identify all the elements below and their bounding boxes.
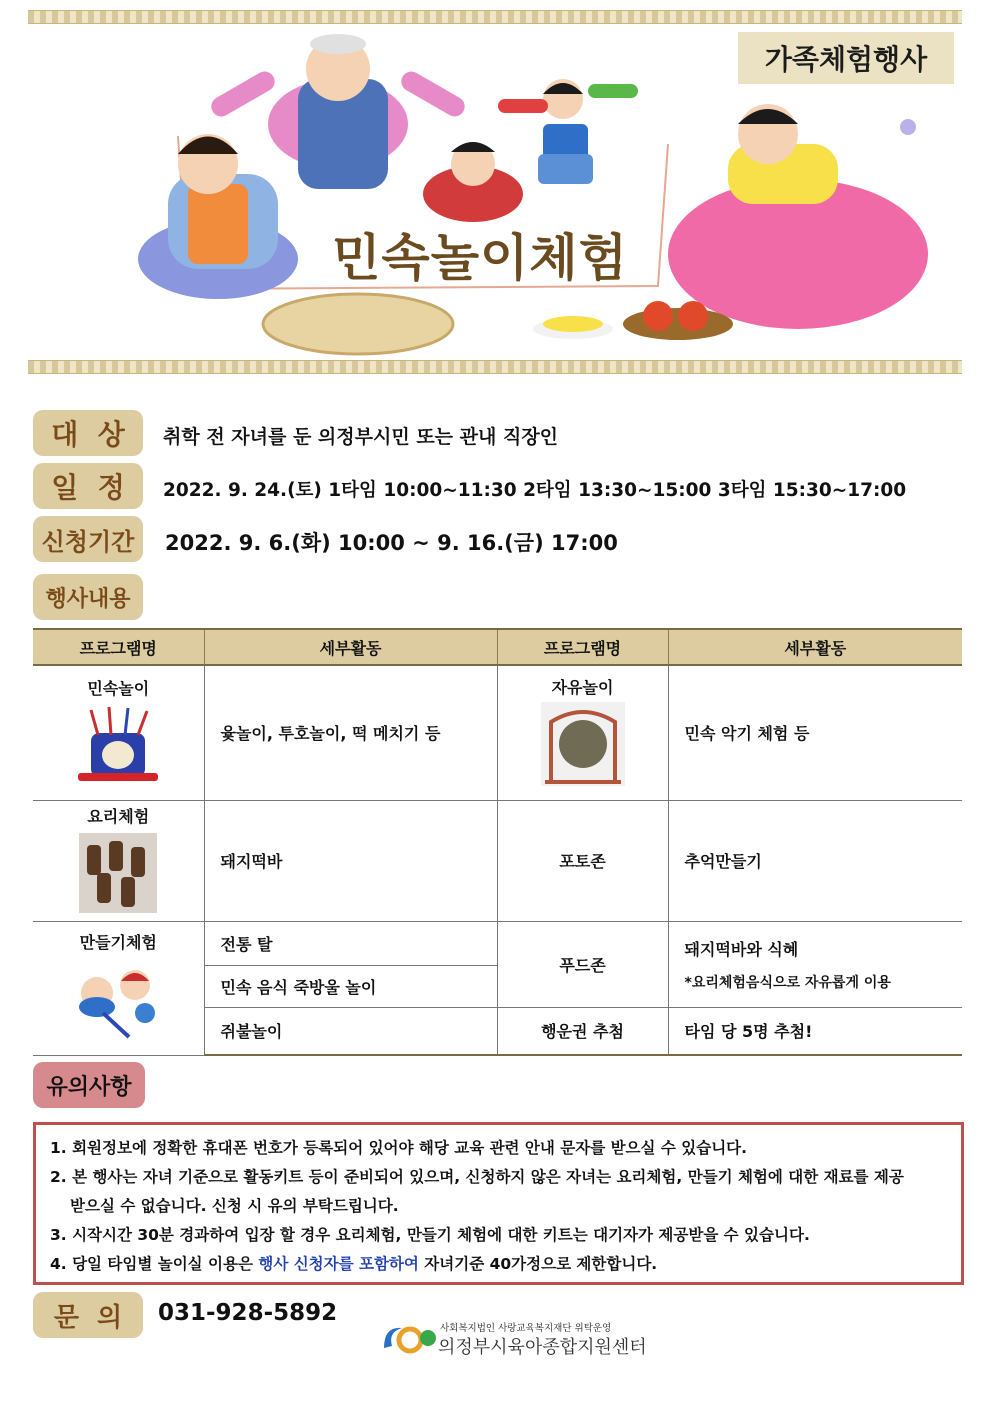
detail-lucky-draw: 타임 당 5명 추첨! (668, 1007, 962, 1055)
header-detail: 세부활동 (668, 629, 962, 665)
detail-folk-games: 윷놀이, 투호놀이, 떡 메치기 등 (204, 665, 497, 800)
schedule-label: 일 정 (33, 463, 143, 509)
target-value: 취학 전 자녀를 둔 의정부시민 또는 관내 직장인 (163, 426, 559, 448)
tuho-game-image (73, 705, 163, 785)
header-detail: 세부활동 (204, 629, 497, 665)
note-item-1: 1. 회원정보에 정확한 휴대폰 번호가 등록되어 있어야 해당 교육 관련 안내 문자를 받으실 수 있습니다. (50, 1139, 748, 1157)
program-name: 자유놀이 (551, 678, 614, 698)
program-name: 만들기체험 (79, 932, 157, 952)
banner-bottom-border (28, 360, 962, 374)
program-photo-zone: 포토존 (497, 800, 668, 921)
note-item-2-cont: 받으실 수 없습니다. 신청 시 유의 부탁드립니다. (70, 1197, 399, 1215)
detail-cooking: 돼지떡바 (204, 800, 497, 921)
food-zone-note: *요리체험음식으로 자유롭게 이용 (684, 974, 891, 991)
program-name: 요리체험 (87, 807, 150, 826)
detail-craft-mask: 전통 탈 (204, 921, 497, 965)
detail-photo-zone: 추억만들기 (668, 800, 962, 921)
org-logo (380, 1318, 440, 1356)
page-title: 민속놀이체험 (332, 229, 628, 287)
program-crafts (33, 921, 204, 1055)
apply-period-value: 2022. 9. 6.(화) 10:00 ~ 9. 16.(금) 17:00 (165, 531, 618, 555)
program-folk-games (33, 665, 204, 800)
detail-food-zone (668, 921, 962, 1007)
header-program-name: 프로그램명 (497, 629, 668, 665)
program-cooking (33, 800, 204, 921)
table-row (33, 665, 962, 800)
note-item-4 (50, 1252, 657, 1274)
header-program-name: 프로그램명 (33, 629, 204, 665)
note-item-4-pre: 4. 당일 타임별 놀이실 이용은 (50, 1255, 259, 1273)
target-label: 대 상 (33, 410, 143, 456)
rice-cake-bar-image (79, 833, 157, 913)
table-header-row (33, 629, 962, 665)
program-name: 민속놀이 (87, 679, 150, 699)
note-item-2: 2. 본 행사는 자녀 기준으로 활동키트 등이 준비되어 있으며, 신청하지 않은 자녀는 요리체험, 만들기 체험에 대한 재료를 제공 (50, 1168, 904, 1186)
detail-free-play: 민속 악기 체험 등 (668, 665, 962, 800)
detail-craft-fire-game: 쥐불놀이 (204, 1007, 497, 1055)
detail-craft-food-game: 민속 음식 죽방울 놀이 (204, 965, 497, 1007)
banner-top-border (28, 10, 962, 24)
notes-label: 유의사항 (33, 1062, 145, 1108)
food-zone-detail: 돼지떡바와 식혜 (684, 939, 799, 959)
contact-label: 문 의 (33, 1292, 143, 1338)
notes-box (33, 1122, 964, 1285)
contact-phone: 031-928-5892 (158, 1300, 338, 1326)
mask-craft-image (73, 963, 163, 1039)
org-subtitle: 사회복지법인 사랑교육복지재단 위탁운영 (440, 1323, 612, 1334)
note-item-4-post: 자녀기준 40가정으로 제한합니다. (418, 1255, 658, 1273)
org-name: 의정부시육아종합지원센터 (438, 1337, 647, 1358)
program-table (33, 628, 962, 1056)
program-lucky-draw: 행운권 추첨 (497, 1007, 668, 1055)
program-food-zone: 푸드존 (497, 921, 668, 1007)
org-logo-icon (380, 1318, 440, 1356)
event-content-label: 행사내용 (33, 574, 143, 620)
gong-image (541, 702, 625, 786)
table-row (33, 921, 962, 965)
program-free-play (497, 665, 668, 800)
note-item-4-highlight: 행사 신청자를 포함하여 (258, 1255, 419, 1273)
note-item-3: 3. 시작시간 30분 경과하여 입장 할 경우 요리체험, 만들기 체험에 대한 키트는 대기자가 제공받을 수 있습니다. (50, 1226, 810, 1244)
event-type-badge: 가족체험행사 (738, 32, 954, 84)
schedule-value: 2022. 9. 24.(토) 1타임 10:00~11:30 2타임 13:30~15:00 3타임 15:30~17:00 (163, 480, 907, 501)
apply-period-label: 신청기간 (33, 516, 143, 562)
table-row (33, 800, 962, 921)
